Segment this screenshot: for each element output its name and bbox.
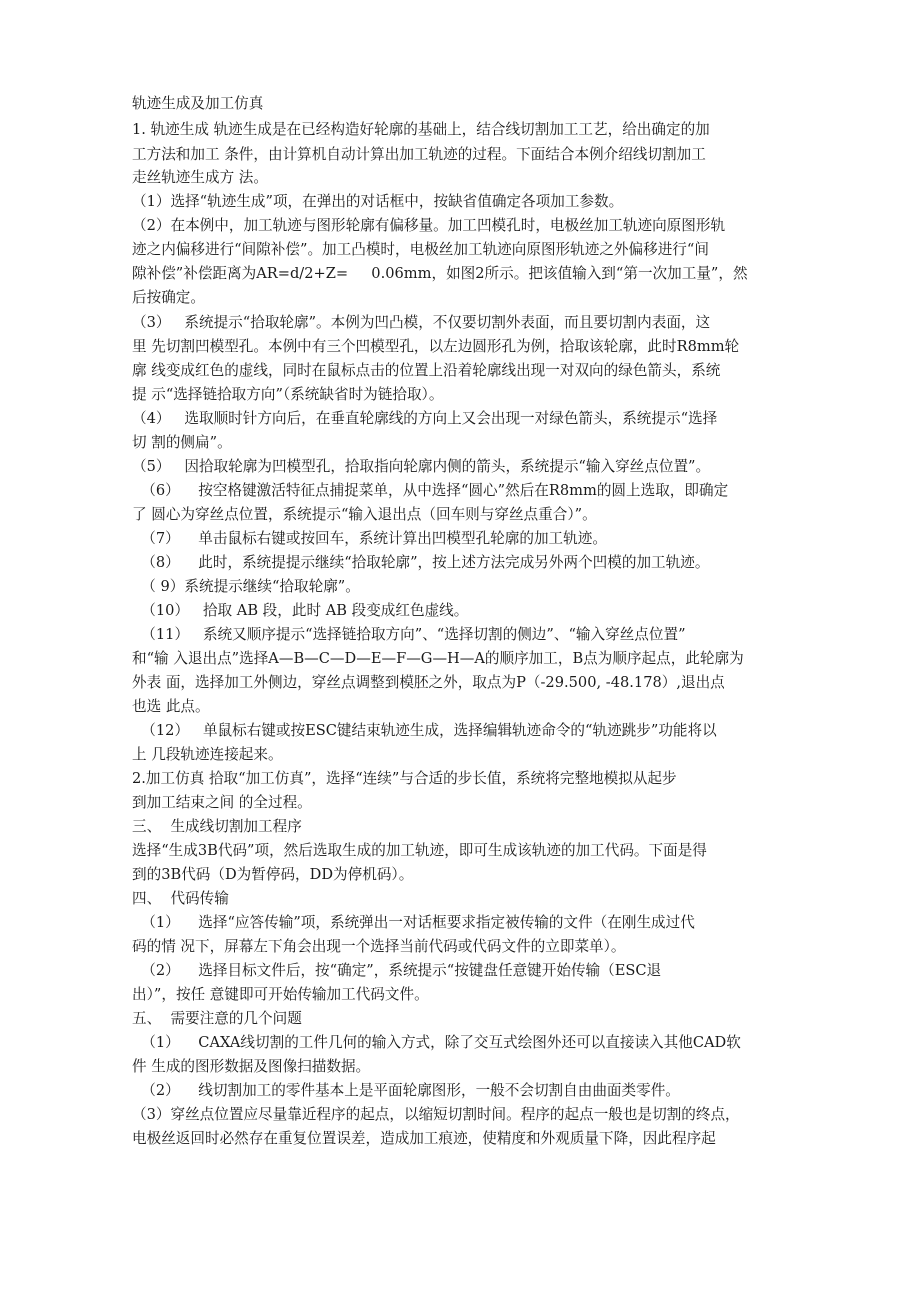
paragraph-line: 提 示“选择链拾取方向”（系统缺省时为链拾取）。 — [132, 386, 444, 403]
section-heading: 四、 代码传输 — [132, 890, 229, 907]
paragraph-line: 码的情 况下，屏幕左下角会出现一个选择当前代码或代码文件的立即菜单）。 — [132, 938, 626, 955]
paragraph-line: 外表 面，选择加工外侧边，穿丝点调整到模胚之外，取点为P（-29.500, -48.178）,退出点 — [132, 674, 725, 691]
paragraph-line: （10） 拾取 AB 段，此时 AB 段变成红色虚线。 — [132, 602, 469, 619]
paragraph-line: 选择“生成3B代码”项，然后选取生成的加工轨迹，即可生成该轨迹的加工代码。下面是得 — [132, 842, 707, 859]
paragraph-line: 工方法和加工 条件，由计算机自动计算出加工轨迹的过程。下面结合本例介绍线切割加工 — [132, 146, 706, 163]
paragraph-line: 和“输 入退出点”选择A—B—C—D—E—F—G—H—A的顺序加工，B点为顺序起点，此轮廓为 — [132, 650, 744, 667]
paragraph-line: （1） CAXA线切割的工件几何的输入方式，除了交互式绘图外还可以直接读入其他CAD软 — [132, 1034, 741, 1051]
paragraph-line: （2） 选择目标文件后，按“确定”，系统提示“按键盘任意键开始传输（ESC退 — [132, 962, 662, 979]
section-heading: 五、 需要注意的几个问题 — [132, 1010, 302, 1027]
section-heading: 三、 生成线切割加工程序 — [132, 818, 302, 835]
paragraph-line: 走丝轨迹生成方 法。 — [132, 169, 268, 186]
paragraph-line: （12） 单鼠标右键或按ESC键结束轨迹生成，选择编辑轨迹命令的“轨迹跳步”功能将以 — [132, 722, 717, 739]
paragraph-line: 出）”，按任 意键即可开始传输加工代码文件。 — [132, 986, 429, 1003]
paragraph-line: 切 割的侧扁”。 — [132, 434, 232, 451]
paragraph-line: 也选 此点。 — [132, 698, 210, 715]
paragraph-line: （8） 此时，系统提提示继续“拾取轮廓”，按上述方法完成另外两个凹模的加工轨迹。 — [132, 554, 710, 571]
paragraph-line: （ 9）系统提示继续“拾取轮廓”。 — [132, 578, 360, 595]
paragraph-line: （6） 按空格键激活特征点捕捉菜单，从中选择“圆心”然后在R8mm的圆上选取，即确定 — [132, 482, 729, 499]
paragraph-line: 隙补偿”补偿距离为AR=d/2+Z= 0.06mm，如图2所示。把该值输入到“第一次加工量”，然 — [132, 265, 748, 282]
paragraph-line: （5） 因拾取轮廓为凹模型孔，拾取指向轮廓内侧的箭头，系统提示“输入穿丝点位置”。 — [132, 458, 711, 475]
paragraph-line: 件 生成的图形数据及图像扫描数据。 — [132, 1058, 371, 1075]
paragraph-line: （2）在本例中，加工轨迹与图形轮廓有偏移量。加工凹模孔时，电极丝加工轨迹向原图形轨 — [132, 217, 726, 234]
paragraph-line: （7） 单击鼠标右键或按回车，系统计算出凹模型孔轮廓的加工轨迹。 — [132, 530, 607, 547]
paragraph-line: 后按确定。 — [132, 289, 205, 306]
paragraph-line: （2） 线切割加工的零件基本上是平面轮廓图形，一般不会切割自由曲面类零件。 — [132, 1082, 680, 1099]
paragraph-line: （11） 系统又顺序提示“选择链拾取方向”、“选择切割的侧边”、“输入穿丝点位置” — [132, 626, 686, 643]
paragraph-line: 了 圆心为穿丝点位置，系统提示“输入退出点（回车则与穿丝点重合）”。 — [132, 506, 597, 523]
paragraph-line: 到加工结束之间 的全过程。 — [132, 794, 312, 811]
section-title: 轨迹生成及加工仿真 — [132, 95, 264, 112]
paragraph-line: 廓 线变成红色的虚线，同时在鼠标点击的位置上沿着轮廓线出现一对双向的绿色箭头，系统 — [132, 362, 721, 379]
paragraph-line: 电极丝返回时必然存在重复位置误差，造成加工痕迹，使精度和外观质量下降，因此程序起 — [132, 1130, 716, 1147]
paragraph-line: （4） 选取顺时针方向后，在垂直轮廓线的方向上又会出现一对绿色箭头，系统提示“选择 — [132, 410, 718, 427]
paragraph-line: （3） 系统提示“拾取轮廓”。本例为凹凸模，不仅要切割外表面，而且要切割内表面，这 — [132, 314, 711, 331]
paragraph-line: 1. 轨迹生成 轨迹生成是在已经构造好轮廓的基础上，结合线切割加工工艺，给出确定的加 — [132, 121, 710, 138]
paragraph-line: （3）穿丝点位置应尽量靠近程序的起点，以缩短切割时间。程序的起点一般也是切割的终点， — [132, 1106, 740, 1123]
paragraph-line: （1）选择“轨迹生成”项，在弹出的对话框中，按缺省值确定各项加工参数。 — [132, 193, 624, 210]
paragraph-line: （1） 选择“应答传输”项，系统弹出一对话框要求指定被传输的文件（在刚生成过代 — [132, 914, 695, 931]
paragraph-line: 到的3B代码（D为暂停码，DD为停机码）。 — [132, 866, 414, 883]
paragraph-line: 上 几段轨迹连接起来。 — [132, 746, 283, 763]
paragraph-line: 迹之内偏移进行“间隙补偿”。加工凸模时，电极丝加工轨迹向原图形轨迹之外偏移进行“间 — [132, 241, 709, 258]
paragraph-line: 2.加工仿真 拾取“加工仿真”，选择“连续”与合适的步长值，系统将完整地模拟从起步 — [132, 770, 677, 787]
paragraph-line: 里 先切割凹模型孔。本例中有三个凹模型孔，以左边圆形孔为例，拾取该轮廓，此时R8mm轮 — [132, 338, 740, 355]
